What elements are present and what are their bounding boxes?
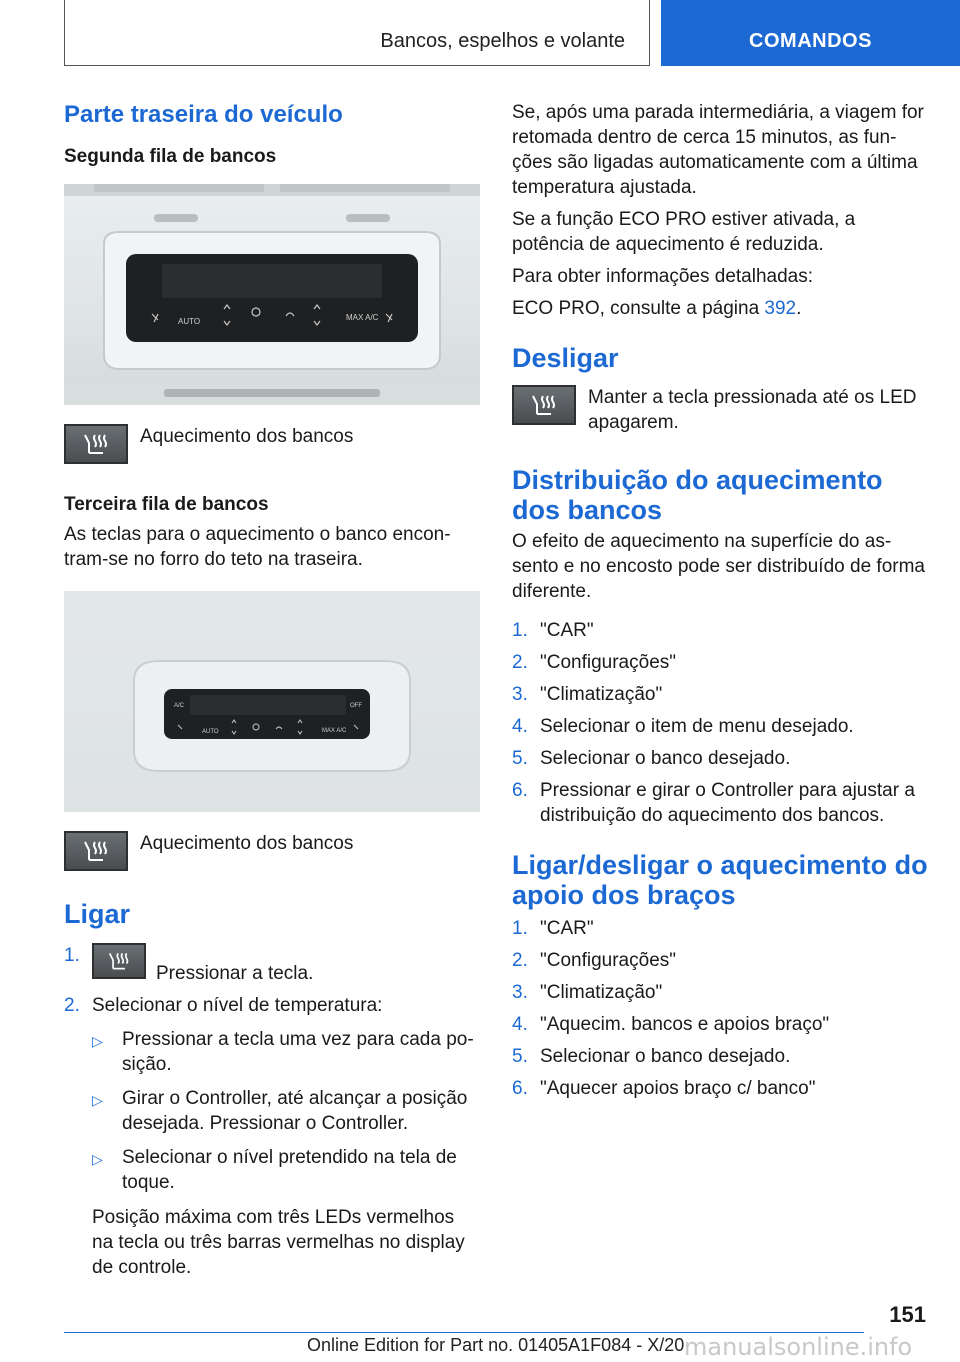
seat-heating-key-row-2 bbox=[64, 831, 480, 871]
photo2-max-ac-label: MAX A/C bbox=[322, 728, 347, 734]
distribution-text: O efeito de aquecimento na superfície do as-sento e no encosto pode ser distribuído de forma diferente. bbox=[512, 531, 925, 602]
position-note: Posição máxima com três LEDs vermelhos na tecla ou três barras vermelhas no display de controle. bbox=[92, 1207, 465, 1278]
list-item: 1. "CAR" bbox=[512, 620, 594, 641]
list-item: 5. Selecionar o banco desejado. bbox=[512, 1046, 791, 1067]
list-item: 4. Selecionar o item de menu desejado. bbox=[512, 716, 854, 737]
list-item: 2. "Configurações" bbox=[512, 950, 677, 971]
list-item: 4. "Aquecim. bancos e apoios braço" bbox=[512, 1014, 830, 1035]
list-item bbox=[92, 1086, 480, 1136]
second-row-heading: Segunda fila de bancos bbox=[64, 146, 277, 167]
desligar-text: Manter a tecla pressionada até os LED apagarem. bbox=[588, 387, 917, 433]
step-text: Pressionar a tecla. bbox=[156, 963, 314, 984]
photo2-auto-label: AUTO bbox=[202, 729, 219, 735]
third-row-panel-illustration bbox=[64, 591, 480, 812]
page-number: 151 bbox=[889, 1302, 926, 1327]
third-row-heading: Terceira fila de bancos bbox=[64, 494, 269, 515]
photo1-max-ac-label: MAX A/C bbox=[346, 313, 379, 322]
list-item: 3. "Climatização" bbox=[512, 982, 663, 1003]
right-column bbox=[512, 100, 928, 1108]
watermark: manualsonline.info bbox=[684, 1333, 913, 1361]
list-item bbox=[64, 993, 480, 1018]
header-section-box bbox=[64, 0, 650, 66]
distribution-heading: Distribuição do aquecimento dos bancos bbox=[512, 465, 883, 525]
triangle-bullet-icon: ▷ bbox=[92, 1092, 103, 1108]
sub-step-text: Girar o Controller, até alcançar a posição desejada. Pressionar o Controller. bbox=[122, 1088, 468, 1134]
list-item bbox=[64, 943, 480, 986]
second-row-photo bbox=[64, 184, 480, 405]
header-chapter-tab: COMANDOS bbox=[661, 0, 960, 66]
footer-edition: Online Edition for Part no. 01405A1F084 - X/20 bbox=[307, 1335, 685, 1355]
photo2-off-label: OFF bbox=[350, 703, 362, 709]
list-item bbox=[92, 1027, 480, 1077]
left-column bbox=[64, 100, 480, 1280]
list-item: 6. Pressionar e girar o Controller para ajustar a distribuição do aquecimento dos bancos. bbox=[512, 780, 915, 826]
third-row-photo bbox=[64, 591, 480, 812]
seat-heating-icon bbox=[512, 385, 576, 425]
page-header bbox=[64, 0, 960, 66]
seat-heating-icon bbox=[92, 943, 146, 979]
photo1-auto-label: AUTO bbox=[178, 317, 201, 326]
eco-pro-paragraph: Se a função ECO PRO estiver ativada, a potência de aquecimento é reduzida. bbox=[512, 209, 856, 255]
section-title: Parte traseira do veículo bbox=[64, 101, 343, 128]
details-paragraph: Para obter informações detalhadas: bbox=[512, 266, 814, 287]
page-link[interactable]: 392 bbox=[764, 298, 797, 319]
seat-heating-icon bbox=[64, 831, 128, 871]
list-item: 6. "Aquecer apoios braço c/ banco" bbox=[512, 1078, 816, 1099]
list-item: 1. "CAR" bbox=[512, 918, 594, 939]
step-text: Selecionar o nível de temperatura: bbox=[92, 995, 383, 1016]
triangle-bullet-icon: ▷ bbox=[92, 1033, 103, 1049]
third-row-text: As teclas para o aquecimento o banco encon-tram-se no forro do teto na traseira. bbox=[64, 524, 451, 570]
icon2-caption: Aquecimento dos bancos bbox=[140, 833, 354, 854]
desligar-key-row bbox=[512, 385, 928, 435]
step-number: 2. bbox=[64, 995, 80, 1016]
armrest-heading: Ligar/desligar o aquecimento do apoio dos braços bbox=[512, 850, 928, 910]
armrest-steps bbox=[512, 916, 928, 1101]
sub-step-text: Selecionar o nível pretendido na tela de toque. bbox=[122, 1147, 457, 1193]
step-number: 1. bbox=[64, 945, 80, 966]
ligar-steps bbox=[64, 943, 480, 1018]
ligar-heading: Ligar bbox=[64, 899, 131, 929]
temperature-sub-steps bbox=[92, 1027, 480, 1195]
eco-pro-reference: ECO PRO, consulte a página 392. bbox=[512, 298, 802, 319]
list-item: 5. Selecionar o banco desejado. bbox=[512, 748, 791, 769]
triangle-bullet-icon: ▷ bbox=[92, 1151, 103, 1167]
distribution-steps bbox=[512, 618, 928, 828]
header-section-title: Bancos, espelhos e volante bbox=[380, 30, 625, 52]
desligar-heading: Desligar bbox=[512, 343, 619, 373]
list-item: 2. "Configurações" bbox=[512, 652, 677, 673]
list-item: 3. "Climatização" bbox=[512, 684, 663, 705]
sub-step-text: Pressionar a tecla uma vez para cada po-sição. bbox=[122, 1029, 474, 1075]
list-item bbox=[92, 1145, 480, 1195]
resume-paragraph: Se, após uma parada intermediária, a viagem for retomada dentro de cerca 15 minutos, as fun-ções são ligadas automaticamente com a última temperatura ajustada. bbox=[512, 102, 924, 198]
photo2-ac-label: A/C bbox=[174, 703, 185, 709]
icon1-caption: Aquecimento dos bancos bbox=[140, 426, 354, 447]
seat-heating-key-row-1 bbox=[64, 424, 480, 464]
seat-heating-icon bbox=[64, 424, 128, 464]
second-row-panel-illustration bbox=[64, 184, 480, 405]
